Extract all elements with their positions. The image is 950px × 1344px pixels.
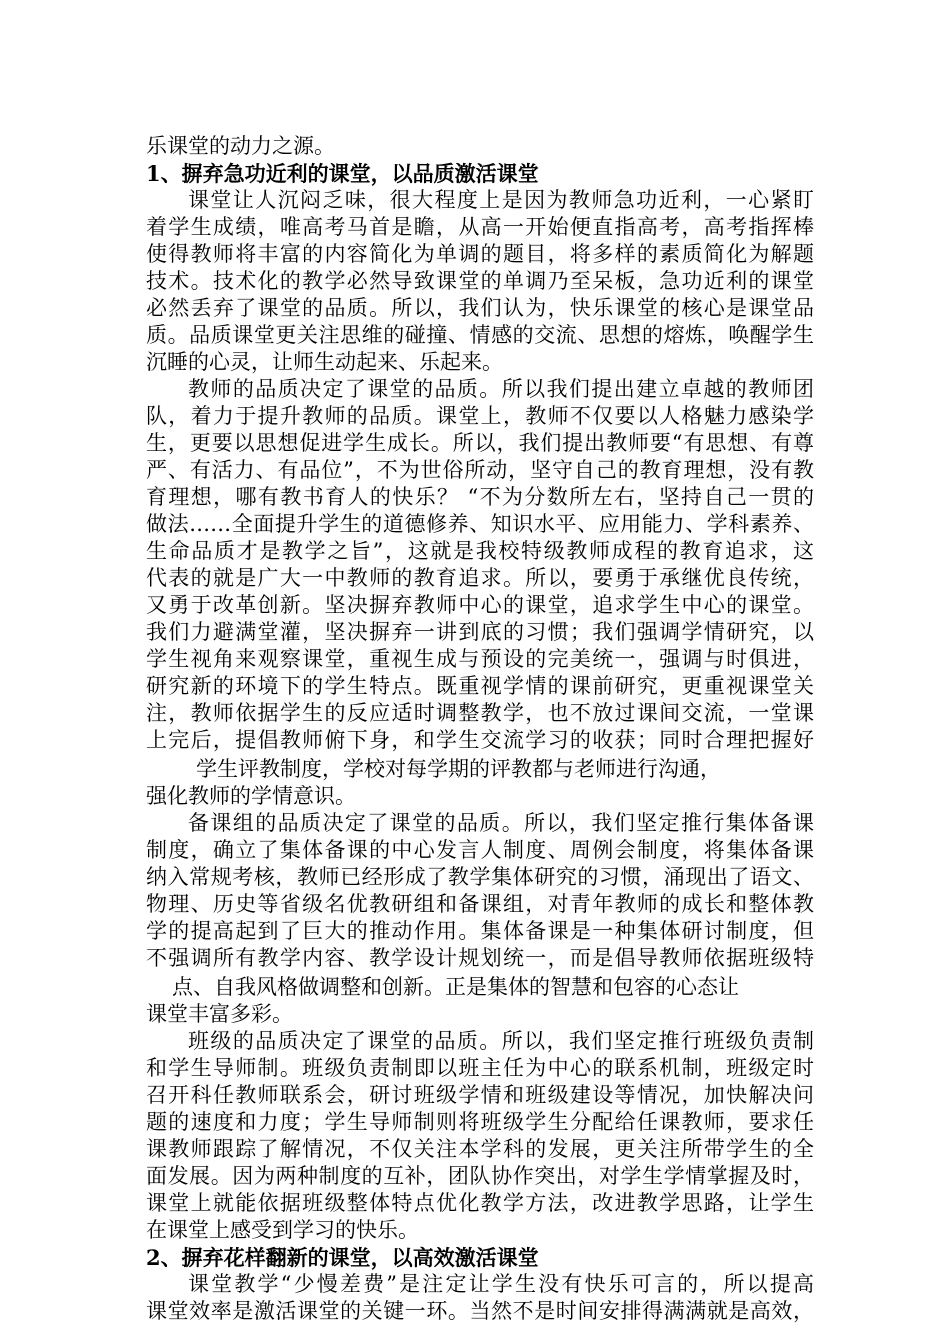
- text-line: 研究新的环境下的学生特点。既重视学情的课前研究，更重视课堂关: [146, 674, 814, 698]
- text-line: 注，教师依据学生的反应适时调整教学，也不放过课间交流，一堂课: [146, 701, 814, 725]
- text-line: 必然丢弃了课堂的品质。所以，我们认为，快乐课堂的核心是课堂品: [146, 296, 814, 320]
- text-line: 生命品质才是教学之旨”，这就是我校特级教师成程的教育追求，这: [146, 539, 814, 563]
- text-line: 质。品质课堂更关注思维的碰撞、情感的交流、思想的熔炼，唤醒学生: [146, 323, 814, 347]
- text-line: 课堂上就能依据班级整体特点优化教学方法，改进教学思路，让学生: [146, 1191, 814, 1215]
- text-line: 不强调所有教学内容、教学设计规划统一，而是倡导教师依据班级特: [146, 946, 814, 970]
- text-line: 备课组的品质决定了课堂的品质。所以，我们坚定推行集体备课: [188, 811, 814, 835]
- text-line: 面发展。因为两种制度的互补，团队协作突出，对学生学情掌握及时，: [146, 1164, 814, 1188]
- text-line: 队，着力于提升教师的品质。课堂上，教师不仅要以人格魅力感染学: [146, 404, 814, 428]
- text-line: 做法……全面提升学生的道德修养、知识水平、应用能力、学科素养、: [146, 512, 814, 536]
- text-line: 又勇于改革创新。坚决摒弃教师中心的课堂，追求学生中心的课堂。: [146, 593, 814, 617]
- text-line: 代表的就是广大一中教师的教育追求。所以，要勇于承继优良传统，: [146, 566, 814, 590]
- text-line: 物理、历史等省级名优教研组和备课组，对青年教师的成长和整体教: [146, 892, 814, 916]
- text-line: 技术。技术化的教学必然导致课堂的单调乃至呆板，急功近利的课堂: [146, 269, 814, 293]
- text-line: 严、有活力、有品位”，不为世俗所动，坚守自己的教育理想，没有教: [146, 458, 814, 482]
- section-heading: 2、摒弃花样翻新的课堂，以高效激活课堂: [146, 1245, 539, 1270]
- text-line: 着学生成绩，唯高考马首是瞻，从高一开始便直指高考，高考指挥棒: [146, 215, 814, 239]
- text-line: 乐课堂的动力之源。: [146, 134, 335, 158]
- text-line: 强化教师的学情意识。: [146, 784, 356, 808]
- text-line: 课堂教学“少慢差费”是注定让学生没有快乐可言的，所以提高: [188, 1272, 814, 1296]
- text-line: 育理想，哪有教书育人的快乐？ “不为分数所左右，坚持自己一贯的: [146, 485, 814, 509]
- text-line: 使得教师将丰富的内容简化为单调的题目，将多样的素质简化为解题: [146, 242, 814, 266]
- text-line: 在课堂上感受到学习的快乐。: [146, 1218, 419, 1242]
- text-line: 课堂让人沉闷乏味，很大程度上是因为教师急功近利，一心紧盯: [188, 188, 814, 212]
- text-line: 沉睡的心灵，让师生动起来、乐起来。: [146, 350, 503, 374]
- text-line: 上完后，提倡教师俯下身，和学生交流学习的收获；同时合理把握好: [146, 728, 814, 752]
- text-line: 召开科任教师联系会，研讨班级学情和班级建设等情况，加快解决问: [146, 1083, 814, 1107]
- section-heading: 1、摒弃急功近利的课堂，以品质激活课堂: [146, 161, 539, 186]
- text-line: 制度，确立了集体备课的中心发言人制度、周例会制度，将集体备课: [146, 838, 814, 862]
- text-line: 课堂丰富多彩。: [146, 1002, 293, 1026]
- text-line: 学生视角来观察课堂，重视生成与预设的完美统一，强调与时俱进，: [146, 647, 814, 671]
- text-line: 课堂效率是激活课堂的关键一环。当然不是时间安排得满满就是高效，: [146, 1299, 814, 1323]
- text-line: 班级的品质决定了课堂的品质。所以，我们坚定推行班级负责制: [188, 1029, 814, 1053]
- text-line: 点、自我风格做调整和创新。正是集体的智慧和包容的心态让: [172, 975, 739, 999]
- text-line: 课教师跟踪了解情况，不仅关注本学科的发展，更关注所带学生的全: [146, 1137, 814, 1161]
- text-line: 纳入常规考核，教师已经形成了教学集体研究的习惯，涌现出了语文、: [146, 865, 814, 889]
- text-line: 学的提高起到了巨大的推动作用。集体备课是一种集体研讨制度，但: [146, 919, 814, 943]
- text-line: 题的速度和力度；学生导师制则将班级学生分配给任课教师，要求任: [146, 1110, 814, 1134]
- text-line: 学生评教制度，学校对每学期的评教都与老师进行沟通，: [196, 757, 721, 781]
- text-line: 和学生导师制。班级负责制即以班主任为中心的联系机制，班级定时: [146, 1056, 814, 1080]
- text-line: 生，更要以思想促进学生成长。所以，我们提出教师要“有思想、有尊: [146, 431, 814, 455]
- text-line: 我们力避满堂灌，坚决摒弃一讲到底的习惯；我们强调学情研究，以: [146, 620, 814, 644]
- text-line: 教师的品质决定了课堂的品质。所以我们提出建立卓越的教师团: [188, 377, 814, 401]
